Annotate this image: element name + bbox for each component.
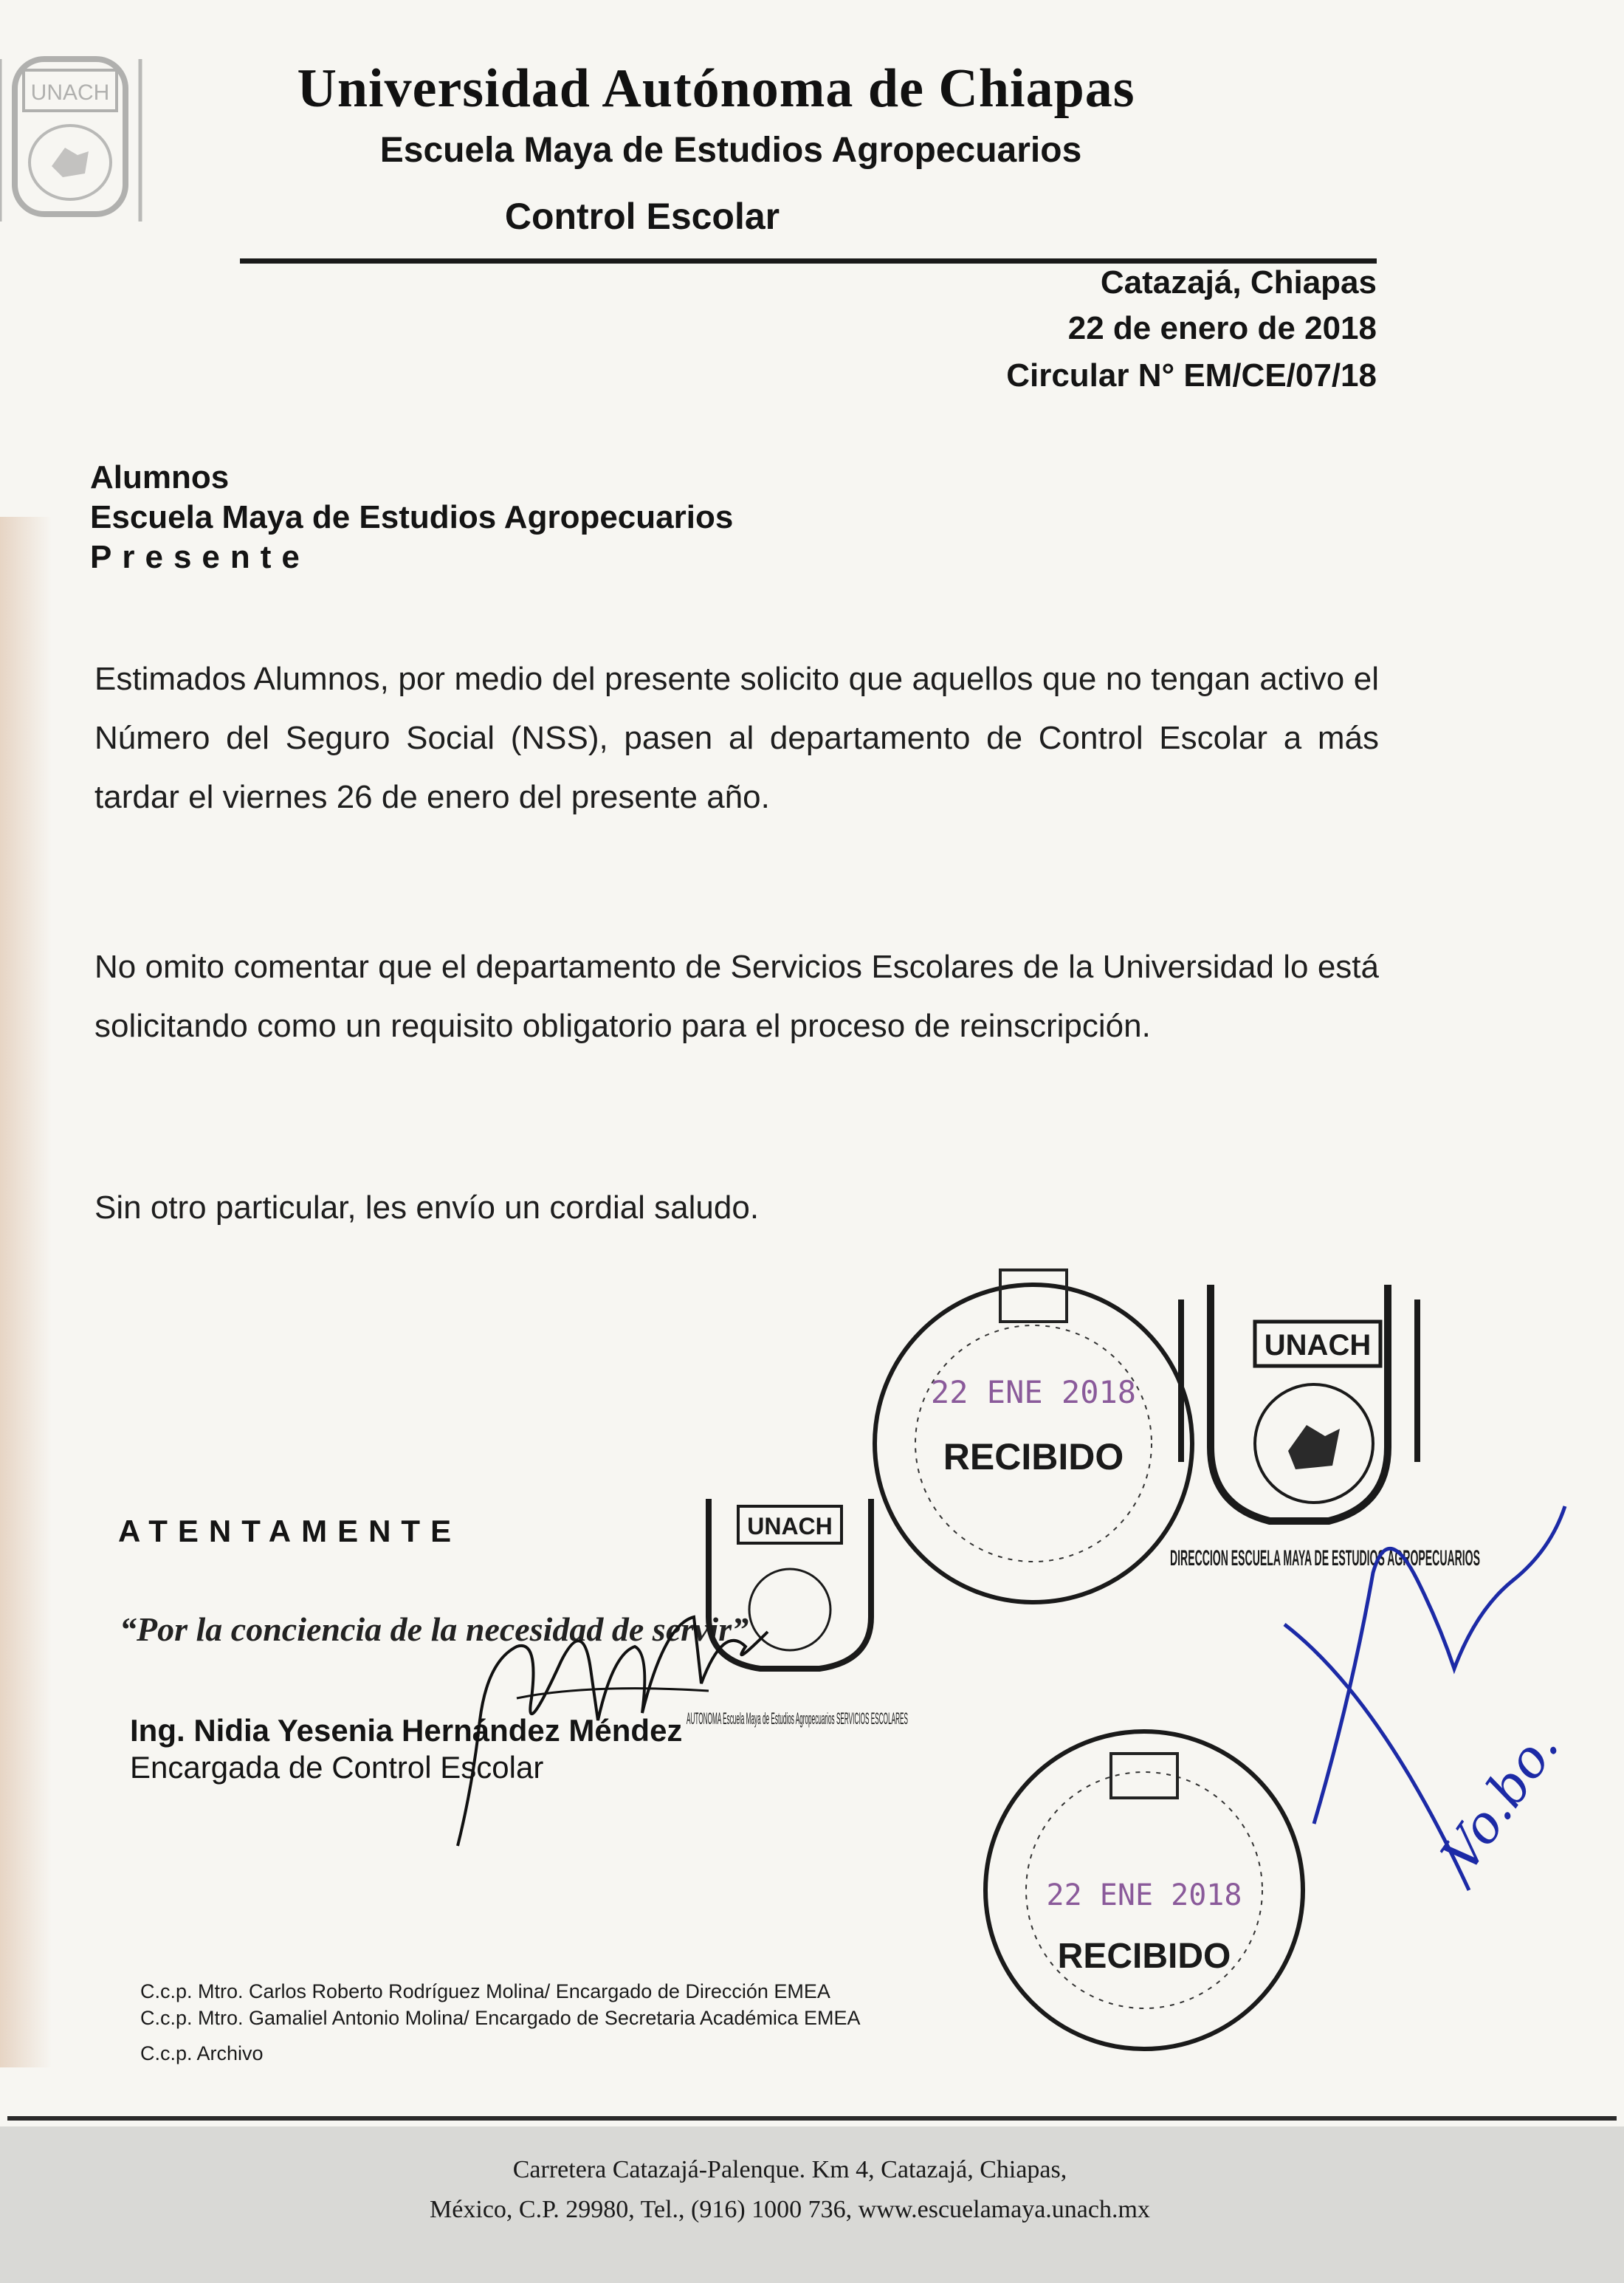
addressee-line: Escuela Maya de Estudios Agropecuarios: [90, 499, 734, 535]
school-title: Escuela Maya de Estudios Agropecuarios: [379, 131, 1082, 170]
vobo-mark: Vo.bo.: [1429, 1717, 1571, 1883]
recibido-stamp-top: [875, 1270, 1192, 1602]
closing-atentamente: ATENTAMENTE: [118, 1514, 462, 1548]
direccion-stamp-text: DIRECCION ESCUELA MAYA DE ESTUDIOS AGROPECUARIOS: [1170, 1546, 1480, 1570]
body-paragraph: No omito comentar que el departamento de Servicios Escolares de la Universidad lo está solicitando como un requisito obligatorio para el proceso de reinscripción.: [94, 949, 1379, 1044]
cc-line: C.c.p. Mtro. Gamaliel Antonio Molina/ Encargado de Secretaria Académica EMEA: [140, 2007, 861, 2029]
recibido-stamp-bottom: [985, 1731, 1303, 2049]
department-title: Control Escolar: [504, 196, 780, 237]
addressee-line: Alumnos: [90, 459, 230, 495]
stamp-date: 22 ENE 2018: [1046, 1878, 1242, 1912]
logo-text: UNACH: [30, 80, 110, 105]
university-title: Universidad Autónoma de Chiapas: [297, 58, 1135, 119]
servicios-escolares-stamp: [687, 1499, 908, 1728]
svg-text:UNACH: UNACH: [1264, 1329, 1372, 1362]
addressee-presente: Presente: [90, 539, 310, 575]
stamp-date: 22 ENE 2018: [930, 1374, 1137, 1410]
stamp-recibido: RECIBIDO: [943, 1436, 1124, 1477]
meta-circular-number: Circular N° EM/CE/07/18: [1006, 357, 1377, 394]
servicios-stamp-text: AUTONOMA Escuela Maya de Estudios Agropecuarios SERVICIOS ESCOLARES: [687, 1709, 908, 1728]
cc-line: C.c.p. Archivo: [140, 2042, 264, 2064]
stamp-recibido: RECIBIDO: [1057, 1937, 1231, 1976]
cc-line: C.c.p. Mtro. Carlos Roberto Rodríguez Molina/ Encargado de Dirección EMEA: [140, 1980, 830, 2002]
closing-motto: “Por la conciencia de la necesidad de servir”: [120, 1610, 749, 1648]
body-paragraph: Sin otro particular, les envío un cordial saludo.: [94, 1189, 760, 1226]
svg-text:UNACH: UNACH: [747, 1513, 833, 1539]
signer-role: Encargada de Control Escolar: [130, 1750, 544, 1785]
meta-place: Catazajá, Chiapas: [1100, 264, 1377, 301]
body-paragraph: Estimados Alumnos, por medio del presente solicito que aquellos que no tengan activo el Número del Seguro Social (NSS), pasen al departamento de Control Escolar a más tardar el viernes 26 de enero del presente año.: [94, 661, 1379, 815]
signer-name: Ing. Nidia Yesenia Hernández Méndez: [130, 1713, 683, 1748]
footer-contact: México, C.P. 29980, Tel., (916) 1000 736, www.escuelamaya.unach.mx: [430, 2196, 1150, 2223]
direccion-stamp: [1170, 1285, 1480, 1570]
footer-address: Carretera Catazajá-Palenque. Km 4, Catazajá, Chiapas,: [512, 2156, 1067, 2183]
meta-date: 22 de enero de 2018: [1067, 310, 1377, 346]
